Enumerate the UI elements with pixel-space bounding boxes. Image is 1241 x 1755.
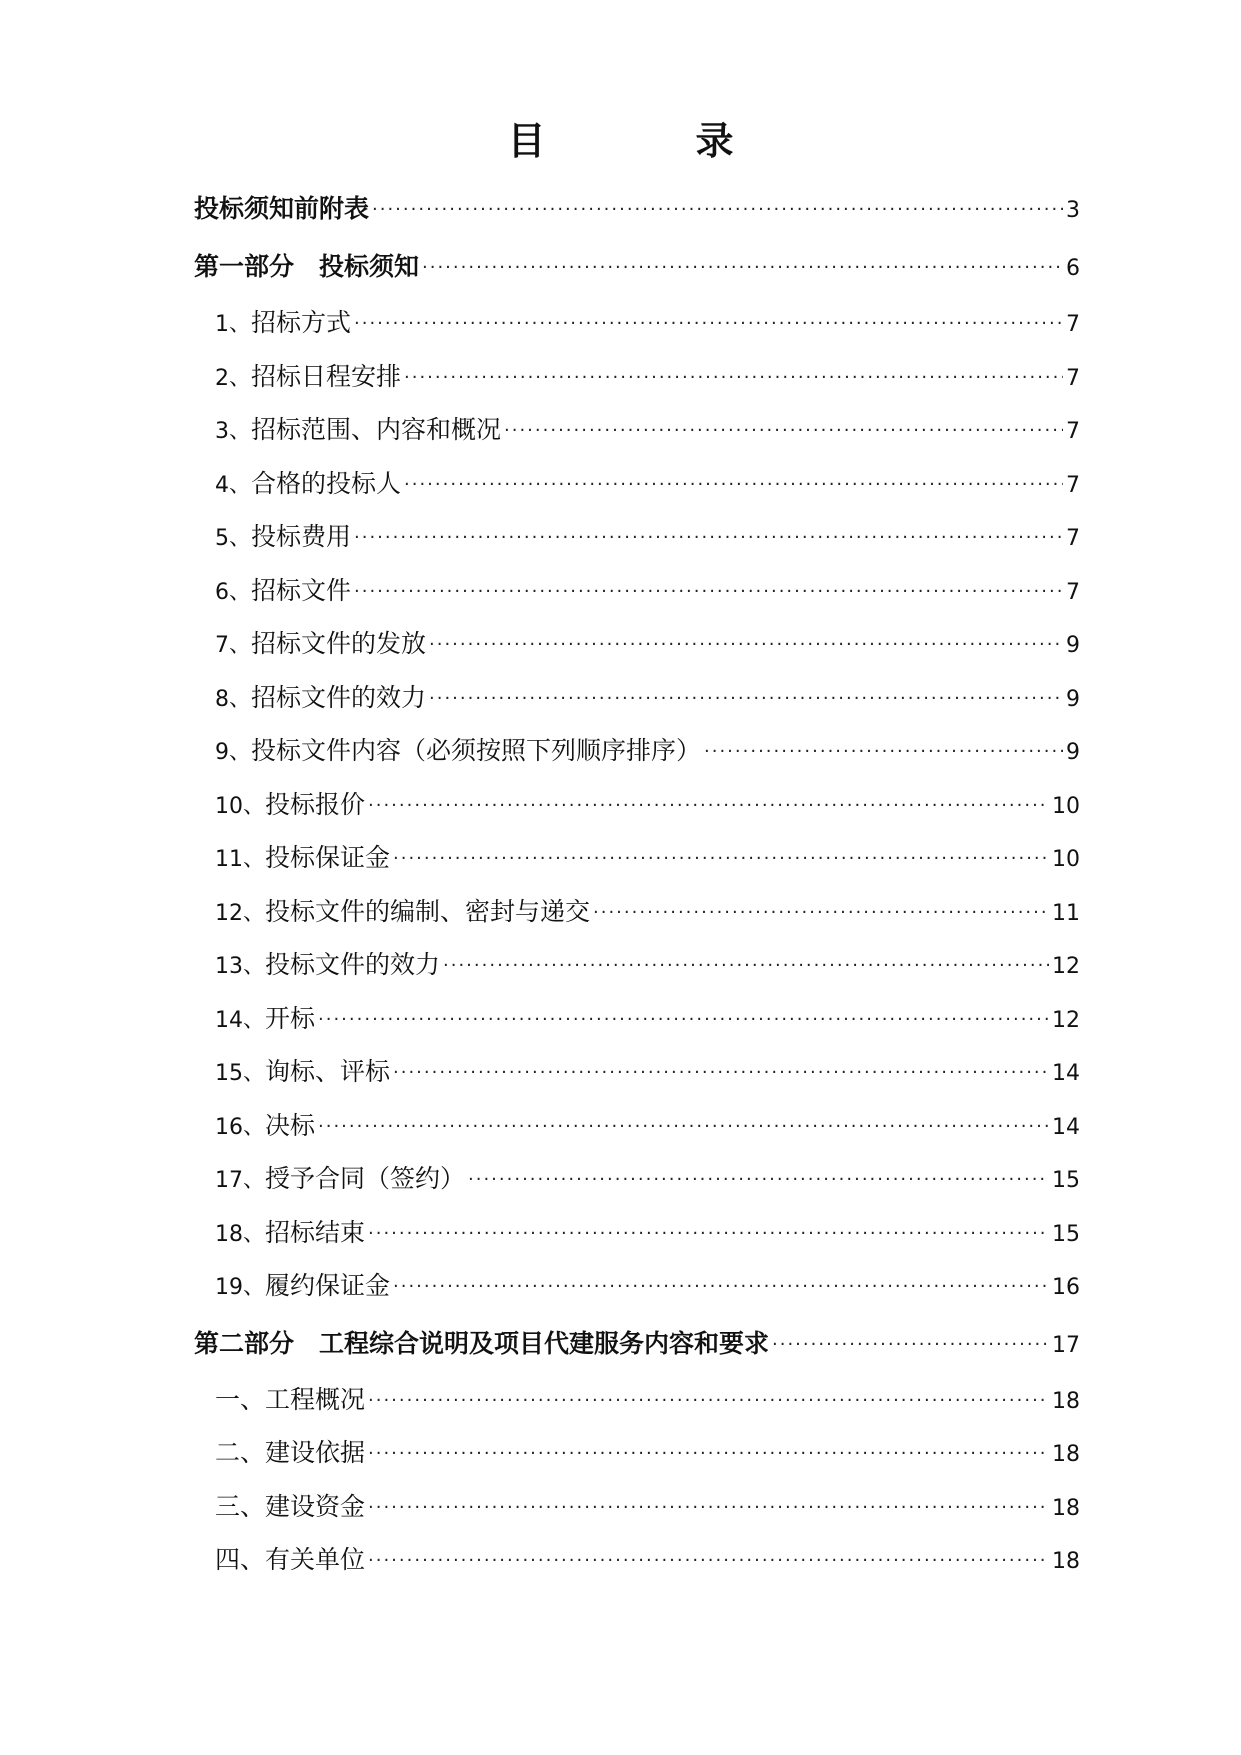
toc-entry-label (215, 1543, 365, 1577)
toc-entry-text: 合格的投标人 (251, 469, 402, 498)
toc-page-number: 11 (1052, 901, 1080, 926)
toc-page-number: 7 (1066, 419, 1080, 444)
toc-dot-leader (429, 677, 1063, 711)
toc-page-number: 3 (1066, 198, 1080, 223)
toc-page-number: 18 (1052, 1389, 1080, 1414)
toc-dot-leader (368, 1432, 1049, 1466)
toc-dot-leader (354, 302, 1063, 336)
toc-entry-label (215, 627, 426, 663)
toc-entry-text: 决标 (265, 1111, 316, 1140)
toc-entry-label (215, 841, 390, 877)
toc-entry[interactable] (194, 1327, 1080, 1363)
toc-entry-text: 招标结束 (265, 1218, 366, 1247)
toc-entry[interactable] (215, 1055, 1080, 1091)
toc-page-number: 14 (1052, 1115, 1080, 1140)
toc-entry-number: 7、 (215, 633, 251, 658)
toc-entry-text: 招标范围、内容和概况 (251, 415, 502, 444)
toc-entry-label (215, 1269, 390, 1305)
toc-entry[interactable] (194, 192, 1080, 228)
toc-dot-leader (368, 1379, 1049, 1413)
toc-entry-label (215, 520, 351, 556)
toc-page-number: 9 (1066, 687, 1080, 712)
toc-page-number: 7 (1066, 526, 1080, 551)
toc-entry-number: 6、 (215, 580, 251, 605)
toc-entry-text: 投标保证金 (265, 843, 391, 872)
page-title: 目 录 (507, 119, 790, 163)
toc-entry-text: 招标文件的效力 (251, 683, 427, 712)
toc-entry[interactable] (215, 1002, 1080, 1038)
toc-entry-label (215, 413, 501, 449)
toc-dot-leader (404, 356, 1063, 390)
toc-page-number: 7 (1066, 366, 1080, 391)
toc-page-number: 15 (1052, 1168, 1080, 1193)
toc-page-number: 10 (1052, 847, 1080, 872)
toc-dot-leader (318, 998, 1049, 1032)
toc-entry-number: 10、 (215, 794, 265, 819)
toc-entry-number: 19、 (215, 1275, 265, 1300)
toc-entry-text: 四、有关单位 (215, 1545, 366, 1574)
toc-page-number: 18 (1052, 1442, 1080, 1467)
toc-dot-leader (372, 188, 1063, 222)
toc-entry[interactable] (215, 734, 1080, 770)
toc-entry-label (215, 1436, 365, 1470)
toc-entry-number: 15、 (215, 1061, 265, 1086)
toc-entry[interactable] (215, 1109, 1080, 1145)
toc-dot-leader (422, 246, 1063, 280)
toc-entry-number: 11、 (215, 847, 265, 872)
toc-entry-label (215, 1216, 365, 1252)
toc-entry[interactable] (215, 574, 1080, 610)
toc-dot-leader (368, 1539, 1049, 1573)
toc-entry-label (215, 788, 365, 824)
toc-entry-text: 招标方式 (251, 308, 352, 337)
toc-entry-number: 4、 (215, 473, 251, 498)
toc-entry[interactable] (215, 1383, 1080, 1419)
toc-page-number: 7 (1066, 312, 1080, 337)
toc-dot-leader (443, 944, 1049, 978)
toc-dot-leader (368, 1486, 1049, 1520)
toc-entry-text: 询标、评标 (265, 1057, 391, 1086)
toc-entry[interactable] (215, 467, 1080, 503)
toc-dot-leader (393, 1051, 1049, 1085)
toc-entry-label (215, 467, 401, 503)
toc-page-number: 7 (1066, 473, 1080, 498)
toc-dot-leader (354, 516, 1063, 550)
toc-dot-leader (404, 463, 1063, 497)
toc-entry-text: 一、工程概况 (215, 1385, 366, 1414)
toc-entry-text: 投标费用 (251, 522, 352, 551)
toc-entry-label (215, 734, 701, 770)
toc-entry-label (215, 1490, 365, 1524)
toc-entry-label (215, 681, 426, 717)
toc-entry[interactable] (215, 627, 1080, 663)
toc-entry[interactable] (215, 895, 1080, 931)
toc-entry-label (215, 1109, 315, 1145)
toc-entry-number: 2、 (215, 366, 251, 391)
toc-page-number: 10 (1052, 794, 1080, 819)
toc-entry[interactable] (215, 413, 1080, 449)
toc-dot-leader (393, 837, 1049, 871)
toc-entry[interactable] (215, 1269, 1080, 1305)
toc-entry-text: 招标文件的发放 (251, 629, 427, 658)
toc-entry-label (215, 1055, 390, 1091)
toc-entry-label (215, 1162, 465, 1198)
toc-dot-leader (593, 891, 1049, 925)
toc-entry-text: 投标文件内容（必须按照下列顺序排序） (251, 736, 702, 765)
toc-page-number: 15 (1052, 1222, 1080, 1247)
toc-entry-label (215, 948, 440, 984)
toc-entry-label (215, 306, 351, 342)
toc-entry-number: 3、 (215, 419, 251, 444)
toc-page-number: 6 (1066, 256, 1080, 281)
toc-entry[interactable] (215, 520, 1080, 556)
toc-entry-label (215, 1383, 365, 1417)
toc-entry-number: 1、 (215, 312, 251, 337)
toc-entry-label (215, 895, 590, 931)
toc-dot-leader (504, 409, 1063, 443)
toc-dot-leader (468, 1158, 1049, 1192)
toc-entry-label: 第一部分 投标须知 (194, 252, 420, 281)
toc-entry-number: 14、 (215, 1008, 265, 1033)
toc-entry-text: 二、建设依据 (215, 1438, 366, 1467)
toc-entry-text: 招标文件 (251, 576, 352, 605)
toc-dot-leader (772, 1323, 1049, 1357)
toc-entry[interactable] (215, 1216, 1080, 1252)
toc-entry[interactable] (215, 841, 1080, 877)
toc-entry-number: 16、 (215, 1115, 265, 1140)
toc-entry[interactable] (215, 948, 1080, 984)
toc-dot-leader (354, 570, 1063, 604)
toc-entry-text: 履约保证金 (265, 1271, 391, 1300)
toc-dot-leader (393, 1265, 1049, 1299)
toc-entry[interactable] (215, 788, 1080, 824)
toc-page-number: 18 (1052, 1549, 1080, 1574)
toc-entry-text: 开标 (265, 1004, 316, 1033)
toc-page-number: 16 (1052, 1275, 1080, 1300)
toc-entry-text: 投标文件的效力 (265, 950, 441, 979)
toc-entry-text: 三、建设资金 (215, 1492, 366, 1521)
toc-entry[interactable] (215, 1436, 1080, 1472)
toc-entry-text: 投标报价 (265, 790, 366, 819)
toc-entry-number: 17、 (215, 1168, 265, 1193)
toc-dot-leader (704, 730, 1063, 764)
toc-entry-number: 13、 (215, 954, 265, 979)
toc-entry[interactable] (215, 306, 1080, 342)
toc-entry-label (215, 1002, 315, 1038)
toc-page-number: 9 (1066, 633, 1080, 658)
toc-entry[interactable] (215, 1490, 1080, 1526)
toc-entry[interactable] (194, 250, 1080, 286)
toc-entry-label (215, 574, 351, 610)
toc-page-number: 12 (1052, 954, 1080, 979)
toc-dot-leader (318, 1105, 1049, 1139)
toc-entry[interactable] (215, 681, 1080, 717)
toc-page-number: 12 (1052, 1008, 1080, 1033)
toc-dot-leader (368, 1212, 1049, 1246)
toc-entry-text: 授予合同（签约） (265, 1164, 466, 1193)
toc-entry-text: 招标日程安排 (251, 362, 402, 391)
toc-entry-text: 投标文件的编制、密封与递交 (265, 897, 591, 926)
toc-entry[interactable] (215, 1162, 1080, 1198)
toc-dot-leader (368, 784, 1049, 818)
toc-entry-label: 第二部分 工程综合说明及项目代建服务内容和要求 (194, 1329, 770, 1358)
toc-page-number: 17 (1052, 1333, 1080, 1358)
toc-entry-number: 18、 (215, 1222, 265, 1247)
toc-page-number: 18 (1052, 1496, 1080, 1521)
toc-entry-number: 8、 (215, 687, 251, 712)
toc-page-number: 7 (1066, 580, 1080, 605)
toc-entry-label: 投标须知前附表 (194, 194, 370, 223)
toc-page-number: 14 (1052, 1061, 1080, 1086)
toc-entry-number: 5、 (215, 526, 251, 551)
toc-page-number: 9 (1066, 740, 1080, 765)
toc-entry-number: 9、 (215, 740, 251, 765)
toc-dot-leader (429, 623, 1063, 657)
toc-entry[interactable] (215, 1543, 1080, 1579)
toc-entry-label (215, 360, 401, 396)
toc-entry-number: 12、 (215, 901, 265, 926)
toc-entry[interactable] (215, 360, 1080, 396)
